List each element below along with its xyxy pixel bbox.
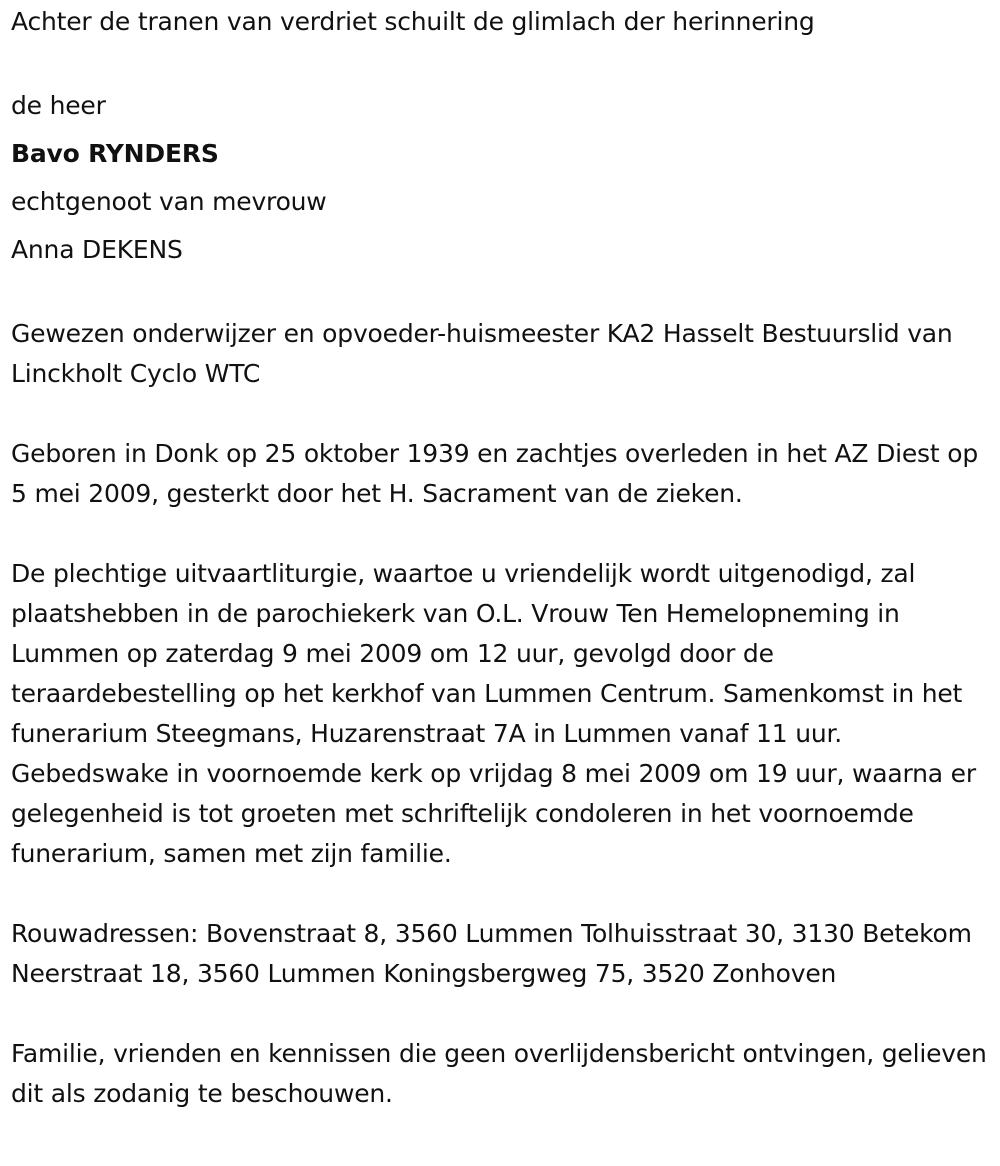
addresses-paragraph: Rouwadressen: Bovenstraat 8, 3560 Lummen Tolhuisstraat 30, 3130 Betekom Neerstraat 18, 3560 Lummen Koningsbergweg 75, 3520 Zonhoven (11, 919, 972, 988)
motto: Achter de tranen van verdriet schuilt de glimlach der herinnering (11, 7, 815, 36)
spacer (11, 274, 996, 314)
honorific: de heer (11, 91, 106, 120)
spouse-label: echtgenoot van mevrouw (11, 187, 327, 216)
spacer (11, 514, 996, 554)
spacer (11, 874, 996, 914)
spacer (11, 42, 996, 82)
birth-death-paragraph: Geboren in Donk op 25 oktober 1939 en zachtjes overleden in het AZ Diest op 5 mei 2009, gesterkt door het H. Sacrament van de zieken. (11, 439, 978, 508)
funeral-paragraph: De plechtige uitvaartliturgie, waartoe u vriendelijk wordt uitgenodigd, zal plaatshebben in de parochiekerk van O.L. Vrouw Ten Hemelopneming in Lummen op zaterdag 9 mei 2009 om 12 uur, gevolgd door de teraardebestelling op het kerkhof van Lummen Centrum. Samenkomst in het funerarium Steegmans, Huzarenstraat 7A in Lummen vanaf 11 uur. Gebedswake in voornoemde kerk op vrijdag 8 mei 2009 om 19 uur, waarna er gelegenheid is tot groeten met schriftelijk condoleren in het voornoemde funerarium, samen met zijn familie. (11, 559, 976, 868)
death-notice (11, 2, 996, 1114)
deceased-name: Bavo RYNDERS (11, 139, 219, 168)
spacer (11, 994, 996, 1034)
occupation-paragraph: Gewezen onderwijzer en opvoeder-huismeester KA2 Hasselt Bestuurslid van Linckholt Cyclo WTC (11, 319, 953, 388)
spacer (11, 394, 996, 434)
closing-paragraph: Familie, vrienden en kennissen die geen overlijdensbericht ontvingen, gelieven dit als zodanig te beschouwen. (11, 1039, 987, 1108)
spouse-name: Anna DEKENS (11, 235, 183, 264)
